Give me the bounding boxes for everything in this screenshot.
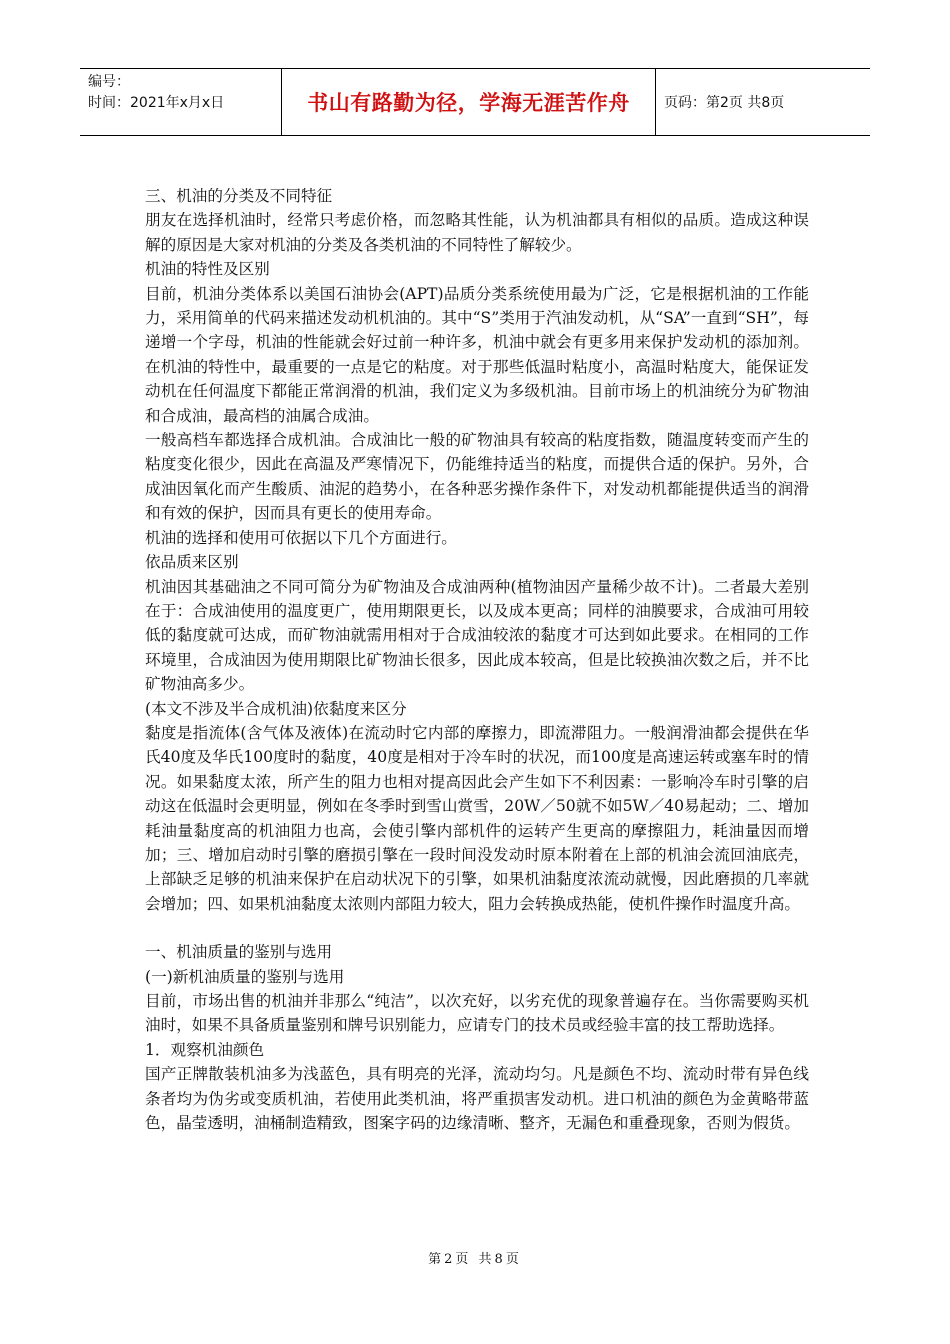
header-motto: 书山有路勤为径，学海无涯苦作舟 xyxy=(282,69,656,135)
page-footer: 第2页 共8页 xyxy=(428,1252,522,1267)
body-paragraph: 目前，市场出售的机油并非那么“纯洁”，以次充好，以劣充优的现象普遍存在。当你需要购买机油时，如果不具备质量鉴别和牌号识别能力，应请专门的技术员或经验丰富的技工帮助选择。 xyxy=(145,992,809,1035)
body-paragraph: 朋友在选择机油时，经常只考虑价格，而忽略其性能，认为机油都具有相似的品质。造成这种误解的原因是大家对机油的分类及各类机油的不同特性了解较少。 xyxy=(145,211,809,254)
body-paragraph: 机油的选择和使用可依据以下几个方面进行。 xyxy=(145,528,457,547)
document-body xyxy=(145,184,809,1135)
body-paragraph: 机油因其基础油之不同可简分为矿物油及合成油两种(植物油因产量稀少故不计)。二者最大差别在于：合成油使用的温度更广，使用期限更长，以及成本更高；同样的油膜要求，合成油可用较低的黏度就可达成，而矿物油就需用相对于合成油较浓的黏度才可达到如此要求。在相同的工作环境里，合成油因为使用期限比矿物油长很多，因此成本较高，但是比较换油次数之后，并不比矿物油高多少。 xyxy=(145,577,809,694)
page-header xyxy=(80,68,870,136)
sub-heading: 机油的特性及区别 xyxy=(145,260,270,279)
section-heading: 三、机油的分类及不同特征 xyxy=(145,187,333,205)
document-date-label: 时间：2021年x月x日 xyxy=(88,95,225,111)
section-heading: 一、机油质量的鉴别与选用 xyxy=(145,943,333,962)
header-page-info: 页码：第2页 共8页 xyxy=(664,95,785,111)
body-paragraph: 黏度是指流体(含气体及液体)在流动时它内部的摩擦力，即流滞阻力。一般润滑油都会提供在华氏40度及华氏100度时的黏度，40度是相对于冷车时的状况，而100度是高速运转或塞车时的情况。如果黏度太浓，所产生的阻力也相对提高因此会产生如下不利因素：一影响冷车时引擎的启动这在低温时会更明显，例如在冬季时到雪山赏雪，20W／50就不如5W／40易起动；二、增加耗油量黏度高的机油阻力也高，会使引擎内部机件的运转产生更高的摩擦阻力，耗油量因而增加；三、增加启动时引擎的磨损引擎在一段时间没发动时原本附着在上部的机油会流回油底壳，上部缺乏足够的机油来保护在启动状况下的引擎，如果机油黏度浓流动就慢，因此磨损的几率就会增加；四、如果机油黏度太浓则内部阻力较大，阻力会转换成热能，使机件操作时温度升高。 xyxy=(145,723,809,913)
body-paragraph: 目前，机油分类体系以美国石油协会(APT)品质分类系统使用最为广泛，它是根据机油的工作能力，采用简单的代码来描述发动机机油的。其中“S”类用于汽油发动机，从“SA”一直到“SH”，每递增一个字母，机油的性能就会好过前一种许多，机油中就会有更多用来保护发动机的添加剂。在机油的特性中，最重要的一点是它的粘度。对于那些低温时粘度小，高温时粘度大，能保证发动机在任何温度下都能正常润滑的机油，我们定义为多级机油。目前市场上的机油统分为矿物油和合成油，最高档的油属合成油。 xyxy=(145,284,809,425)
header-meta xyxy=(80,69,282,135)
body-paragraph: 国产正牌散装机油多为浅蓝色，具有明亮的光泽，流动均匀。凡是颜色不均、流动时带有异色线条者均为伪劣或变质机油，若使用此类机油，将严重损害发动机。进口机油的颜色为金黄略带蓝色，晶莹透明，油桶制造精致，图案字码的边缘清晰、整齐，无漏色和重叠现象，否则为假货。 xyxy=(145,1065,809,1133)
sub-heading: (一)新机油质量的鉴别与选用 xyxy=(145,967,345,986)
sub-heading: 依品质来区别 xyxy=(145,553,239,572)
sub-heading: 1．观察机油颜色 xyxy=(145,1040,265,1059)
sub-heading: (本文不涉及半合成机油)依黏度来区分 xyxy=(145,699,407,718)
document-number-label: 编号： xyxy=(88,74,130,90)
body-paragraph: 一般高档车都选择合成机油。合成油比一般的矿物油具有较高的粘度指数，随温度转变而产生的粘度变化很少，因此在高温及严寒情况下，仍能维持适当的粘度，而提供合适的保护。另外，合成油因氧化而产生酸质、油泥的趋势小，在各种恶劣操作条件下，对发动机都能提供适当的润滑和有效的保护，因而具有更长的使用寿命。 xyxy=(145,431,809,523)
